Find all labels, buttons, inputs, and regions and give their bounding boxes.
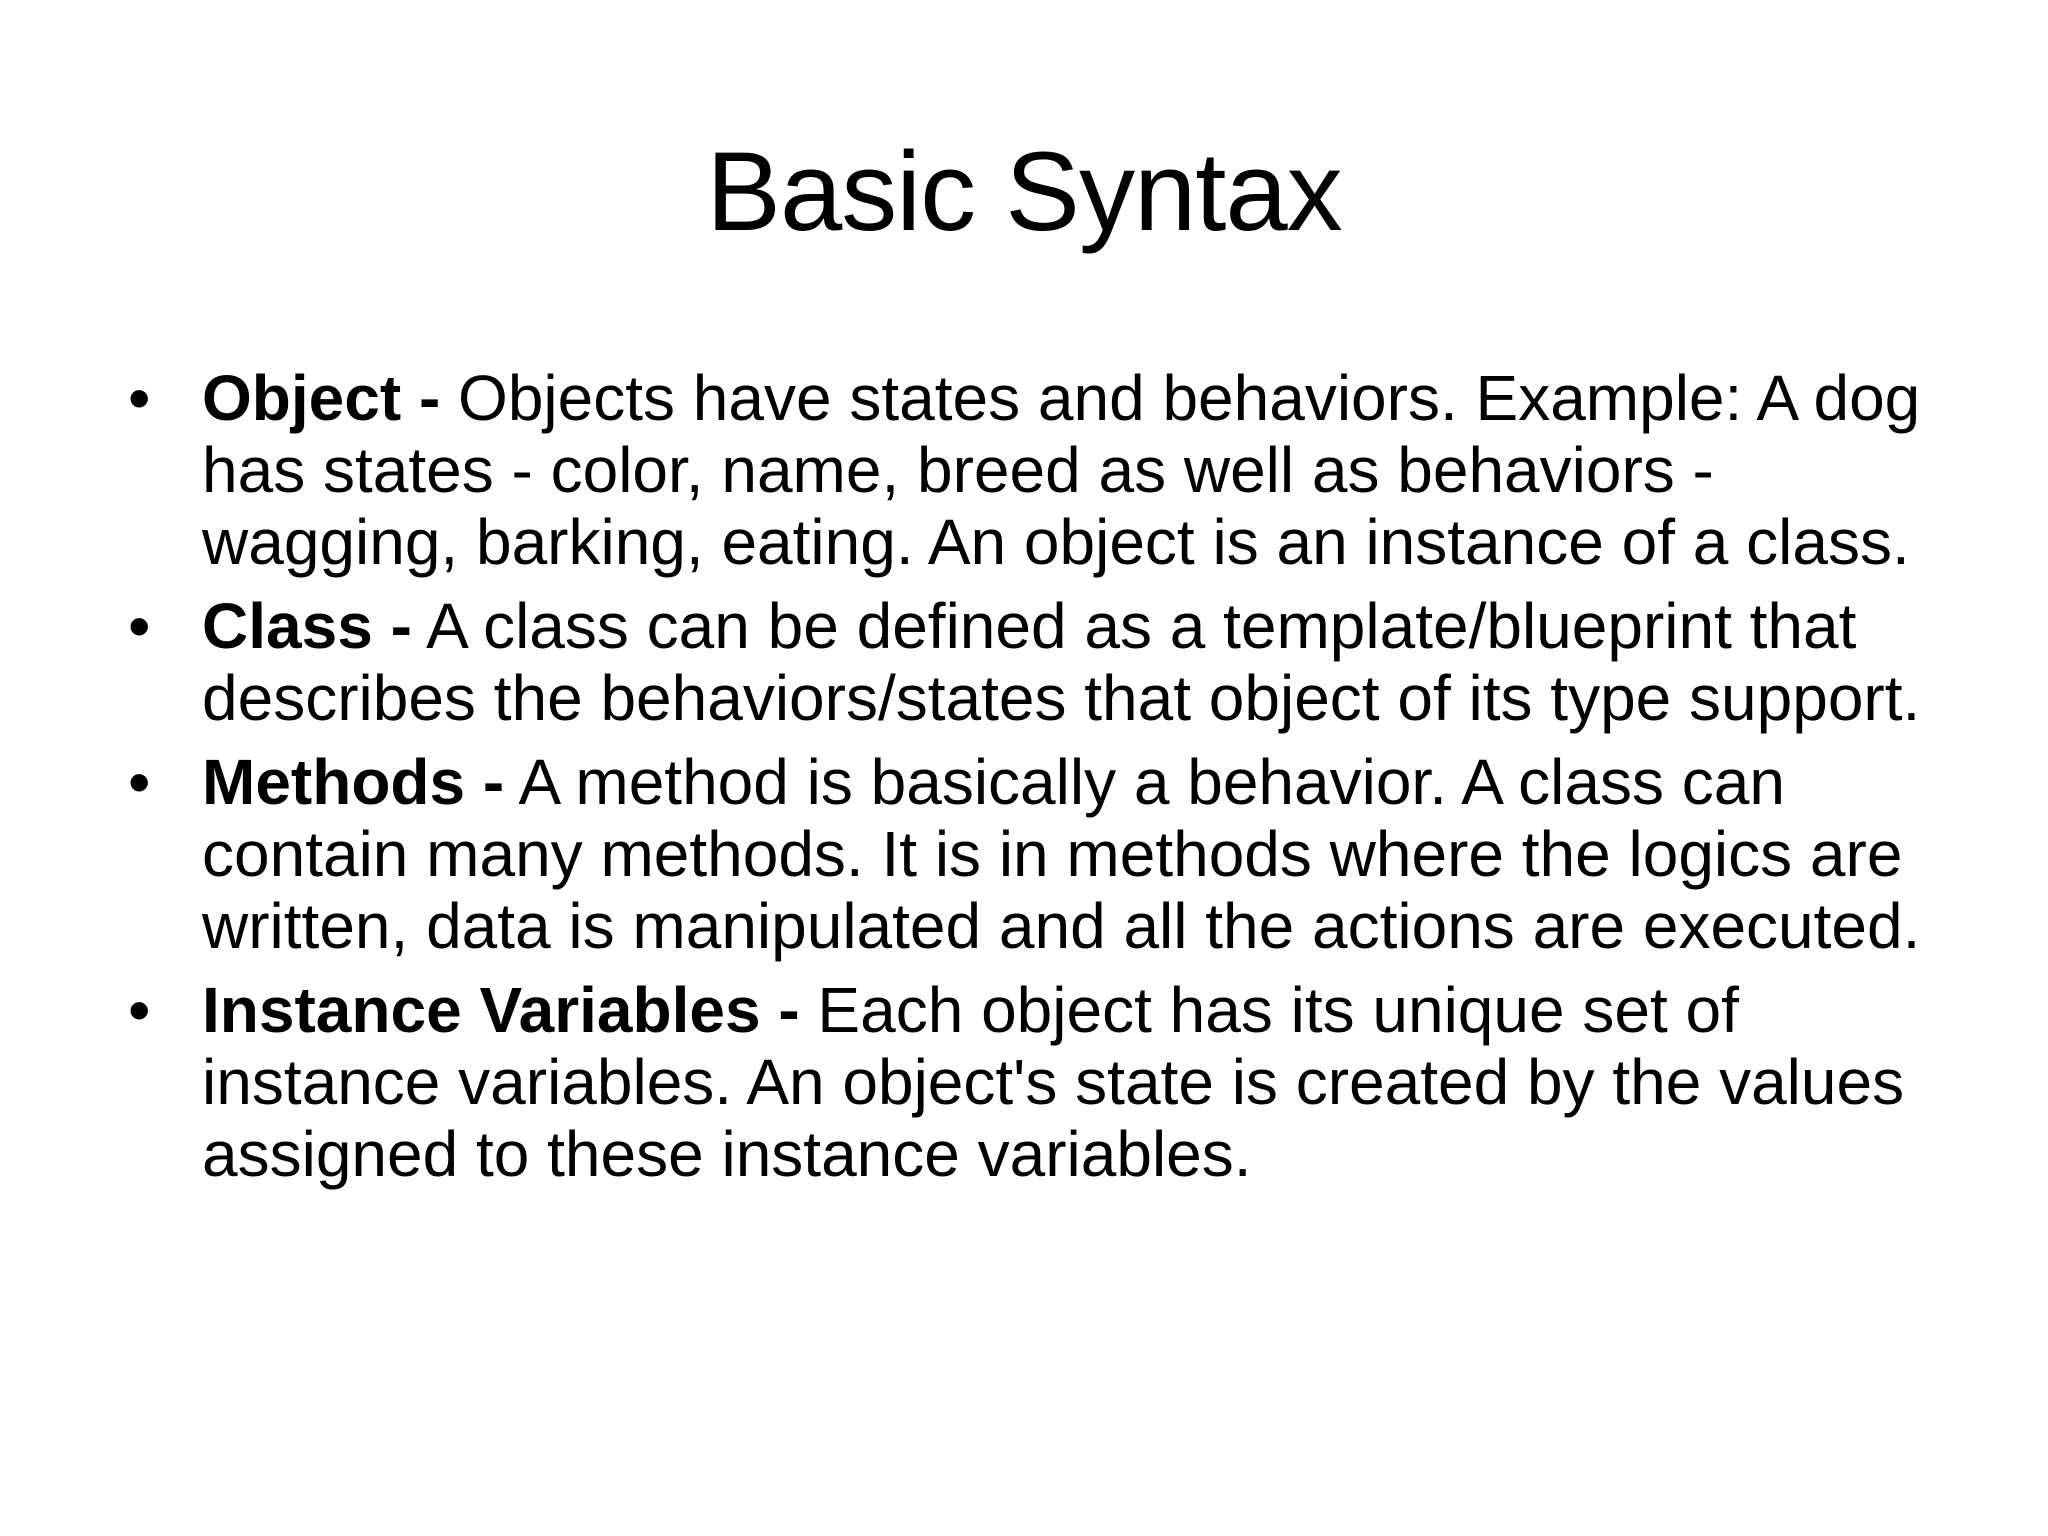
bullet-term: Object - [202,362,441,434]
bullet-text: Objects have states and behaviors. Example: A dog has states - color, name, breed as well as behaviors - wagging, barking, eating. An object is an instance of a class. [202,362,1921,578]
bullet-list [120,362,1950,1202]
bullet-item-instance-variables [120,974,1950,1190]
bullet-icon: • [128,746,151,818]
bullet-icon: • [128,974,151,1046]
slide-title: Basic Syntax [706,129,1342,254]
bullet-text: Each object has its unique set of instance variables. An object's state is created by the values assigned to these instance variables. [202,974,1905,1190]
bullet-term: Instance Variables - [202,974,800,1046]
bullet-icon: • [128,362,151,434]
bullet-icon: • [128,590,151,662]
bullet-item-class [120,590,1950,734]
bullet-text: A class can be defined as a template/blueprint that describes the behaviors/states that object of its type support. [202,590,1921,734]
bullet-term: Methods - [202,746,505,818]
bullet-text: A method is basically a behavior. A class can contain many methods. It is in methods where the logics are written, data is manipulated and all the actions are executed. [202,746,1921,962]
bullet-item-object [120,362,1950,578]
bullet-term: Class - [202,590,412,662]
bullet-item-methods [120,746,1950,962]
